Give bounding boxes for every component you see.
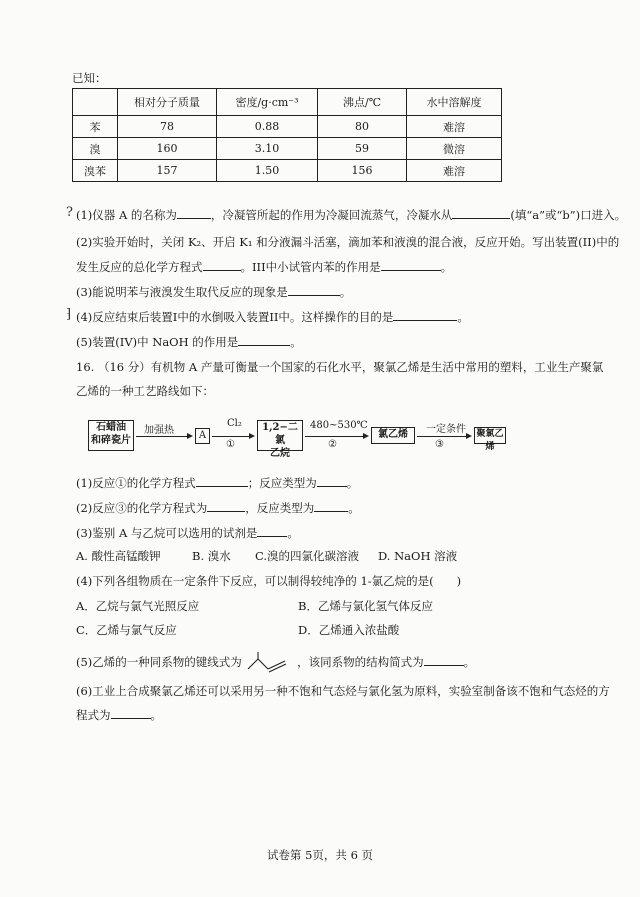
q16-part6-line1: (6)工业上合成聚氯乙烯还可以采用另一种不饱和气态烃与氯化氢为原料，实验室制备该不饱和气态烃的方 xyxy=(76,684,610,698)
table-cell: 0.88 xyxy=(217,116,318,138)
table-header xyxy=(73,89,118,116)
q16-part1: (1)反应①的化学方程式 ；反应类型为 。 xyxy=(76,476,359,490)
table-cell: 78 xyxy=(118,116,217,138)
option-a: A. 酸性高锰酸钾 xyxy=(76,549,161,563)
skeletal-formula-icon xyxy=(245,651,293,673)
table-cell: 1.50 xyxy=(217,160,318,182)
properties-table xyxy=(72,88,502,182)
flow-box-dichloroethane: 1,2−二氯 乙烷 xyxy=(257,420,303,451)
flow-box-start: 石蜡油 和碎瓷片 xyxy=(88,420,134,451)
option-b: B. 溴水 xyxy=(192,549,231,563)
option-d: D. NaOH 溶液 xyxy=(378,549,458,563)
flow-arrowhead xyxy=(363,433,369,439)
option-d: D．乙烯通入浓盐酸 xyxy=(298,623,400,637)
q15-part2-line1: (2)实验开始时，关闭 K₂、开启 K₁ 和分液漏斗活塞，滴加苯和液溴的混合液，反应开始。写出装置(II)中的 xyxy=(76,235,620,249)
q15-part3: (3)能说明苯与液溴发生取代反应的现象是 。 xyxy=(76,285,352,299)
pen-mark-icon: ? xyxy=(66,205,73,220)
table-header-row xyxy=(73,89,502,116)
table-cell: 160 xyxy=(118,138,217,160)
process-flow-diagram xyxy=(88,417,508,457)
q15-part2-line2: 发生反应的总化学方程式 。III中小试管内苯的作用是 。 xyxy=(76,260,453,274)
table-cell: 156 xyxy=(318,160,407,182)
flow-condition-heat: 加强热 xyxy=(144,425,174,436)
table-cell: 微溶 xyxy=(407,138,502,160)
option-a: A．乙烷与氯气光照反应 xyxy=(76,599,200,613)
flow-arrowhead xyxy=(249,433,255,439)
flow-step-3: ③ xyxy=(435,439,444,450)
flow-box-a: A xyxy=(195,428,210,444)
table-row xyxy=(73,160,502,182)
option-b: B．乙烯与氯化氢气体反应 xyxy=(298,599,433,613)
flow-box-pvc: 聚氯乙烯 xyxy=(474,427,506,444)
q16-part3: (3)鉴别 A 与乙烷可以选用的试剂是 。 xyxy=(76,526,299,540)
flow-step-1: ① xyxy=(226,439,235,450)
option-c: C.溴的四氯化碳溶液 xyxy=(255,549,360,563)
option-c: C．乙烯与氯气反应 xyxy=(76,623,177,637)
table-cell: 难溶 xyxy=(407,116,502,138)
flow-box-vinyl-chloride: 氯乙烯 xyxy=(371,427,415,444)
table-cell: 苯 xyxy=(73,116,118,138)
flow-condition-certain: 一定条件 xyxy=(426,424,466,435)
table-header: 相对分子质量 xyxy=(118,89,217,116)
pen-mark-icon: ⁆ xyxy=(66,307,72,322)
table-cell: 难溶 xyxy=(407,160,502,182)
table-header: 水中溶解度 xyxy=(407,89,502,116)
table-cell: 3.10 xyxy=(217,138,318,160)
table-row xyxy=(73,116,502,138)
q15-part4: (4)反应结束后装置I中的水倒吸入装置II中。这样操作的目的是 。 xyxy=(76,310,469,324)
table-cell: 157 xyxy=(118,160,217,182)
flow-arrowhead xyxy=(187,433,193,439)
table-cell: 溴苯 xyxy=(73,160,118,182)
q15-part5: (5)装置(IV)中 NaOH 的作用是 。 xyxy=(76,335,302,349)
table-header: 沸点/℃ xyxy=(318,89,407,116)
flow-arrow xyxy=(305,436,364,437)
table-cell: 溴 xyxy=(73,138,118,160)
table-cell: 59 xyxy=(318,138,407,160)
flow-arrow xyxy=(136,436,188,437)
flow-condition-cl2: Cl₂ xyxy=(227,418,242,429)
q16-part6-line2: 程式为 。 xyxy=(76,708,162,722)
flow-arrow xyxy=(212,436,250,437)
q16-intro-line2: 乙烯的一种工艺路线如下： xyxy=(76,384,214,398)
page-footer: 试卷第 5页，共 6 页 xyxy=(266,848,374,862)
q16-part2: (2)反应③的化学方程式为 ，反应类型为 。 xyxy=(76,501,360,515)
flow-arrowhead xyxy=(466,433,472,439)
flow-condition-temp: 480~530℃ xyxy=(310,420,368,431)
flow-step-2: ② xyxy=(328,439,337,450)
table-cell: 80 xyxy=(318,116,407,138)
q16-part5: (5)乙烯的一种同系物的键线式为 ，该同系物的结构简式为 。 xyxy=(76,651,475,673)
q16-part4: (4)下列各组物质在一定条件下反应，可以制得较纯净的 1-氯乙烷的是( ) xyxy=(76,574,462,588)
table-header: 密度/g·cm⁻³ xyxy=(217,89,318,116)
table-row xyxy=(73,138,502,160)
q16-intro-line1: 16. （16 分）有机物 A 产量可衡量一个国家的石化水平，聚氯乙烯是生活中常用的塑料，工业生产聚氯 xyxy=(76,360,604,374)
known-label: 已知： xyxy=(72,71,107,85)
flow-arrow xyxy=(417,436,467,437)
q15-part1: (1)仪器 A 的名称为 ，冷凝管所起的作用为冷凝回流蒸气，冷凝水从 (填“a”或“b”)口进入。 xyxy=(76,208,627,222)
